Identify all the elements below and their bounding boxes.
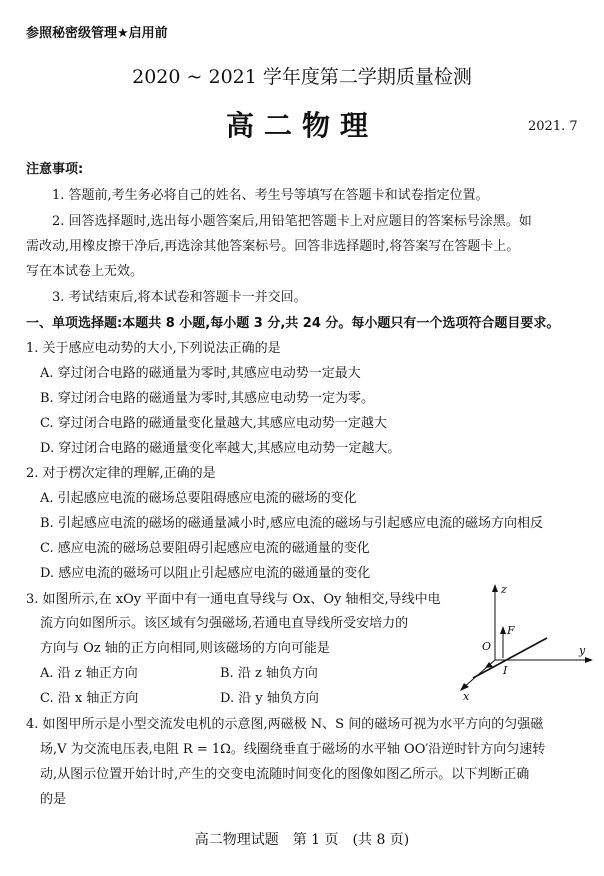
q1-option-c: C. 穿过闭合电路的磁通量变化量越大,其感应电动势一定越大: [40, 416, 387, 431]
q3-option-c: C. 沿 x 轴正方向: [40, 691, 139, 706]
q3-stem-line-1: 3. 如图所示,在 xOy 平面中有一通电直导线与 Ox、Oy 轴相交,导线中电: [26, 592, 441, 607]
q2-option-a: A. 引起感应电流的磁场总要阻碍感应电流的磁场的变化: [40, 491, 357, 506]
force-arrowhead: [500, 626, 506, 634]
note-1: 1. 答题前,考生务必将自己的姓名、考生号等填写在答题卡和试卷指定位置。: [52, 188, 489, 203]
q3-axis-diagram: [455, 582, 595, 702]
q1-stem: 1. 关于感应电动势的大小,下列说法正确的是: [26, 341, 281, 356]
z-arrowhead: [492, 584, 498, 592]
q1-option-b: B. 穿过闭合电路的磁通量为零时,其感应电动势一定为零。: [40, 391, 374, 406]
exam-title: 2020 ~ 2021 学年度第二学期质量检测: [132, 66, 472, 88]
q1-option-a: A. 穿过闭合电路的磁通量为零时,其感应电动势一定最大: [40, 366, 361, 381]
section-1-heading: 一、单项选择题:本题共 8 小题,每小题 3 分,共 24 分。每小题只有一个选项符合题目要求。: [26, 316, 560, 331]
q4-stem-line-3: 动,从图示位置开始计时,产生的交变电流随时间变化的图像如图乙所示。以下判断正确: [40, 767, 530, 782]
subject-title: 高二物理: [225, 109, 378, 142]
note-2-line-1: 2. 回答选择题时,选出每小题答案后,用铅笔把答题卡上对应题目的答案标号涂黑。如: [52, 214, 532, 229]
z-label: z: [501, 583, 507, 596]
x-label: x: [463, 690, 470, 702]
note-2-line-2: 需改动,用橡皮擦干净后,再选涂其他答案标号。回答非选择题时,将答案写在答题卡上。: [26, 239, 520, 254]
q3-stem-line-2: 流方向如图所示。该区域有匀强磁场,若通电直导线所受安培力的: [40, 616, 409, 631]
note-3: 3. 考试结束后,将本试卷和答题卡一并交回。: [52, 290, 307, 305]
force-label: F: [507, 624, 515, 637]
q4-stem-line-2: 场,V 为交流电压表,电阻 R = 1Ω。线圈绕垂直于磁场的水平轴 OO′沿逆时针方向匀速转: [40, 742, 546, 757]
q4-stem-line-4: 的是: [40, 792, 67, 807]
q2-option-c: C. 感应电流的磁场总要阻碍引起感应电流的磁通量的变化: [40, 541, 370, 556]
q3-option-d: D. 沿 y 轴负方向: [220, 691, 319, 706]
origin-label: O: [482, 640, 492, 653]
confidentiality-label: 参照秘密级管理★启用前: [26, 26, 168, 41]
q3-stem-line-3: 方向与 Oz 轴的正方向相同,则该磁场的方向可能是: [40, 641, 330, 656]
page-footer: 高二物理试题 第 1 页 (共 8 页): [194, 832, 410, 848]
q2-option-b: B. 引起感应电流的磁场的磁通量减小时,感应电流的磁场与引起感应电流的磁场方向相反: [40, 516, 543, 531]
q1-option-d: D. 穿过闭合电路的磁通量变化率越大,其感应电动势一定越大。: [40, 441, 401, 456]
q4-stem-line-1: 4. 如图甲所示是小型交流发电机的示意图,两磁极 N、S 间的磁场可视为水平方向的匀强磁: [26, 717, 544, 732]
notes-heading: 注意事项:: [26, 162, 84, 177]
q2-stem: 2. 对于楞次定律的理解,正确的是: [26, 466, 216, 481]
exam-date: 2021. 7: [528, 119, 578, 134]
y-label: y: [579, 644, 586, 657]
current-label: I: [503, 664, 508, 677]
q3-option-b: B. 沿 z 轴负方向: [220, 666, 318, 681]
note-2-line-3: 写在本试卷上无效。: [26, 264, 144, 279]
y-arrowhead: [585, 657, 593, 663]
q2-option-d: D. 感应电流的磁场可以阻止引起感应电流的磁通量的变化: [40, 566, 371, 581]
q3-option-a: A. 沿 z 轴正方向: [40, 666, 138, 681]
